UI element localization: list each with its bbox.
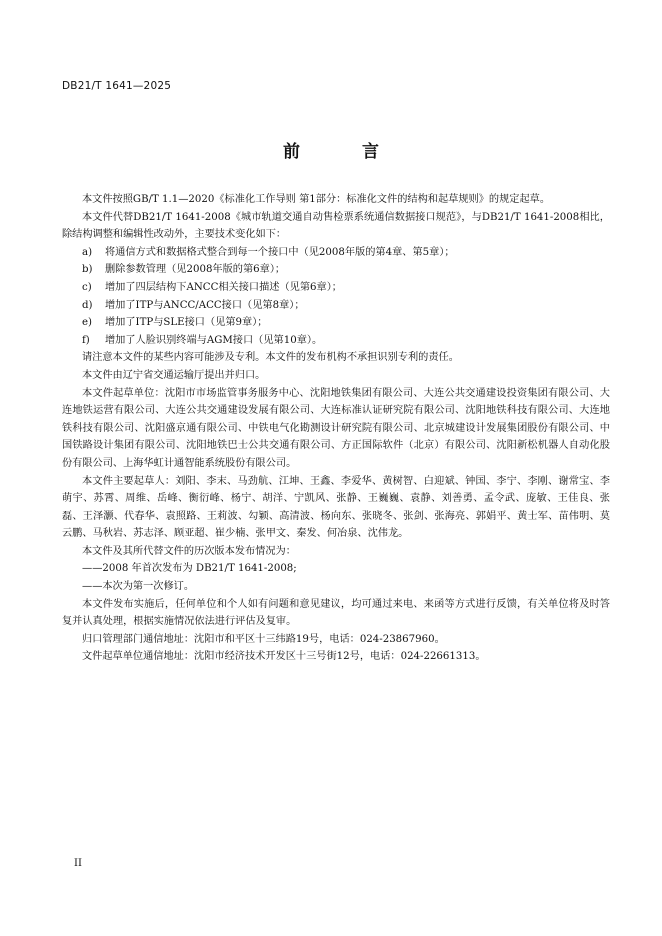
list-item: [62, 314, 610, 332]
paragraph-drafters: 本文件主要起草人：刘阳、李末、马劲航、江坤、王鑫、李爱华、黄树智、白迎斌、钟国、李宁、李刚、谢常宝、李萌宇、苏霄、周维、岳峰、衡衍峰、杨宁、胡洋、宁凯风、张静、王巍巍、袁静、刘善勇、孟令武、庞敏、王佳良、张磊、王泽灏、代春华、袁照路、王莉波、勾颖、高清波、杨向东、张晓冬、张剑、张海亮、郭娟平、黄士军、苗伟明、莫云鹏、马秋岩、苏志泽、顾亚超、崔少楠、张甲文、秦发、何冶泉、沈伟龙。: [62, 475, 610, 540]
list-marker: e): [82, 317, 93, 329]
list-marker: a): [82, 246, 93, 258]
version-history-item: ——2008 年首次发布为 DB21/T 1641-2008;: [82, 563, 297, 575]
paragraph-drafter-address: 文件起草单位通信地址：沈阳市经济技术开发区十三号街12号，电话：024-22661313。: [82, 651, 486, 663]
list-marker: b): [82, 264, 93, 276]
paragraph-drafting-basis: 本文件按照GB/T 1.1—2020《标准化工作导则 第1部分：标准化文件的结构和起草规则》的规定起草。: [82, 194, 551, 205]
page-title: 前 言: [283, 142, 407, 162]
list-item-text: 增加了人脸识别终端与AGM接口（见第10章）。: [105, 334, 323, 346]
document-code: DB21/T 1641—2025: [62, 80, 172, 92]
paragraph-proposer: 本文件由辽宁省交通运输厅提出并归口。: [82, 369, 266, 381]
list-item: [62, 244, 610, 262]
page-number: II: [74, 858, 82, 869]
foreword-body: [62, 191, 610, 666]
paragraph-patent-notice: 请注意本文件的某些内容可能涉及专利。本文件的发布机构不承担识别专利的责任。: [82, 352, 459, 364]
list-item-text: 删除参数管理（见2008年版的第6章）；: [105, 264, 286, 276]
list-item-text: 将通信方式和数据格式整合到每一个接口中（见2008年版的第4章、第5章）；: [105, 246, 455, 258]
list-item: [62, 261, 610, 279]
list-item-text: 增加了ITP与SLE接口（见第9章）；: [105, 317, 268, 329]
list-item: [62, 279, 610, 297]
paragraph-drafting-units: 本文件起草单位：沈阳市市场监管事务服务中心、沈阳地铁集团有限公司、大连公共交通建设投资集团有限公司、大连地铁运营有限公司、大连公共交通建设发展有限公司、大连标准认证研究院有限公司、沈阳地铁科技有限公司、大连地铁科技有限公司、沈阳盛京通有限公司、中铁电气化勘测设计研究院有限公司、北京城建设计发展集团股份有限公司、中国铁路设计集团有限公司、沈阳地铁巴士公共交通有限公司、方正国际软件（北京）有限公司、沈阳新松机器人自动化股份有限公司、上海华虹计通智能系统股份有限公司。: [62, 387, 610, 469]
list-marker: d): [82, 299, 93, 311]
list-item-text: 增加了ITP与ANCC/ACC接口（见第8章）；: [105, 299, 305, 311]
paragraph-version-history: 本文件及其所代替文件的历次版本发布情况为：: [82, 545, 296, 557]
list-marker: c): [82, 281, 92, 293]
version-history-item: ——本次为第一次修订。: [82, 581, 195, 593]
list-item: [62, 332, 610, 350]
list-marker: f): [82, 334, 90, 346]
paragraph-management-address: 归口管理部门通信地址：沈阳市和平区十三纬路19号，电话：024-23867960。: [82, 633, 445, 645]
paragraph-feedback: 本文件发布实施后，任何单位和个人如有问题和意见建议，均可通过来电、来函等方式进行反馈，有关单位将及时答复并认真处理，根据实施情况依法进行评估及复审。: [62, 598, 610, 628]
paragraph-replacement: 本文件代替DB21/T 1641-2008《城市轨道交通自动售检票系统通信数据接口规范》，与DB21/T 1641-2008相比，除结构调整和编辑性改动外，主要技术变化如下：: [62, 211, 610, 241]
list-item: [62, 297, 610, 315]
list-item-text: 增加了四层结构下ANCC相关接口描述（见第6章）；: [105, 281, 342, 293]
